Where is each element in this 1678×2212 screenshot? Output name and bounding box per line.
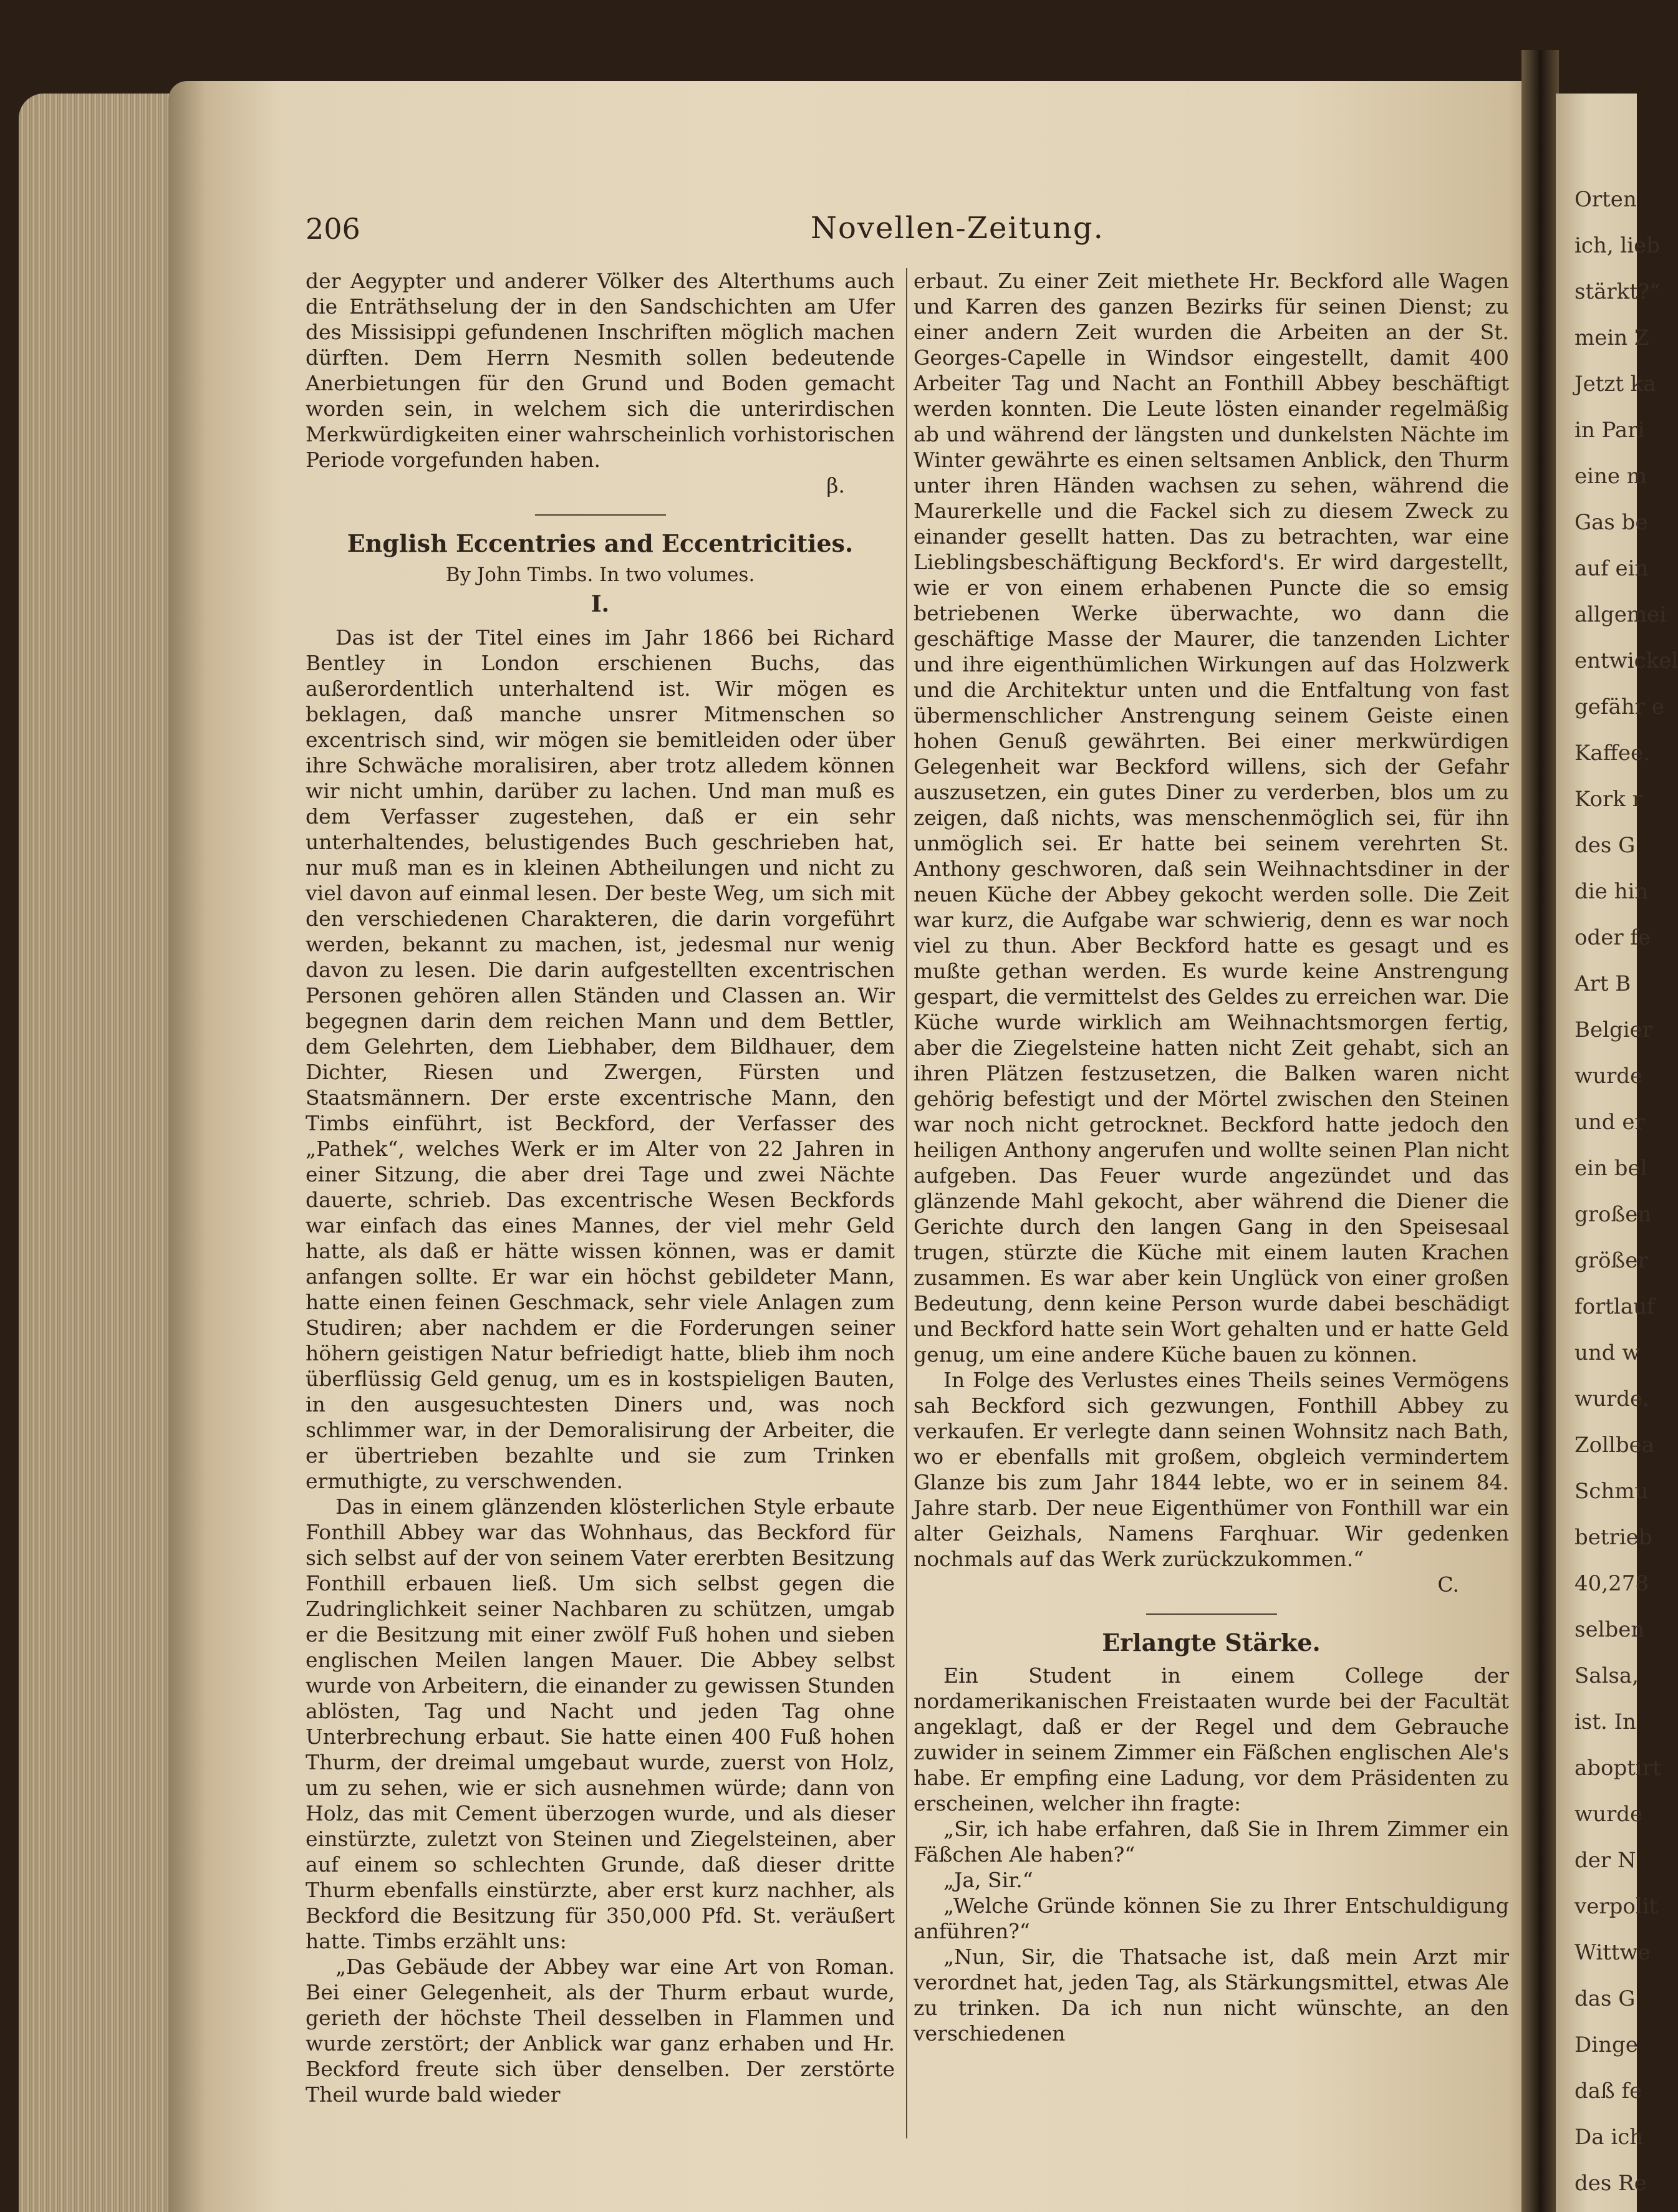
facing-page-text: ein bel [1574,1156,1647,1181]
facing-page-text: Orten [1574,187,1637,212]
facing-page-text: wurde [1574,1802,1643,1827]
facing-page-text: Belgier [1574,1017,1652,1042]
facing-page-text: ich, lieb [1574,233,1661,258]
book-gutter [1521,50,1559,2212]
running-head [306,212,1515,249]
article-section: I. [591,591,610,617]
facing-page-text: entwickel [1574,648,1678,673]
facing-page-text: wurde. [1574,1387,1649,1411]
facing-page-text: und w [1574,1340,1641,1365]
facing-page-text: verpolit [1574,1894,1658,1919]
facing-page-text: auf ein [1574,556,1649,581]
facing-page-text: Zollbea [1574,1433,1654,1458]
opening-signature: β. [826,473,845,498]
dialogue-line: „Sir, ich habe erfahren, daß Sie in Ihrem Zimmer ein Fäßchen Ale haben?“ [914,1817,1509,1867]
facing-page-text: Kaffee. [1574,741,1650,766]
facing-page-text: gefähr e [1574,695,1664,719]
facing-page-text: des Re [1574,2171,1647,2196]
facing-page-text: eine m [1574,464,1647,489]
facing-page-text: Salsa, [1574,1663,1639,1688]
section-rule [1146,1613,1277,1615]
facing-page-text: Kork r [1574,787,1642,812]
article-signature: C. [1437,1572,1459,1597]
facing-page-text: Wittwe [1574,1940,1651,1965]
facing-page-text: aboptirt [1574,1756,1661,1781]
page-edges [19,94,175,2212]
facing-page-text: Art B [1574,971,1631,996]
article-paragraph: „Das Gebäude der Abbey war eine Art von Roman. Bei einer Gelegenheit, als der Thurm erbaut wurde, gerieth der höchste Theil desselben in Flammen und wurde zerstört; der Anblick war ganz erhaben und Hr. Beckford freute sich über denselben. Der zerstörte Theil wurde bald wieder [306,1955,895,2107]
facing-page-text: und er [1574,1110,1645,1135]
dialogue-line: „Welche Gründe können Sie zu Ihrer Entschuldigung anführen?“ [914,1893,1509,1943]
dialogue-line: „Nun, Sir, die Thatsache ist, daß mein Arzt mir verordnet hat, jeden Tag, als Stärkungsmittel, etwas Ale zu trinken. Da ich nun nicht wünschte, an den verschiedenen [914,1945,1509,2046]
facing-page-text: Gas be [1574,510,1648,535]
facing-page-text: größer [1574,1248,1648,1273]
facing-page-text: in Pari [1574,418,1645,443]
story-intro: Ein Student in einem College der nordamerikanischen Freistaaten wurde bei der Facultät angeklagt, daß er der Regel und dem Gebrauche zuwider in seinem Zimmer ein Fäßchen englischen Ale's habe. Er empfing eine Ladung, vor dem Präsidenten zu erscheinen, welcher ihn fragte: [914,1663,1509,1815]
facing-page-text: selben [1574,1617,1645,1642]
facing-page-text: wurde [1574,1064,1643,1089]
article-paragraph: Das ist der Titel eines im Jahr 1866 bei Richard Bentley in London erschienen Buchs, das außerordentlich unterhaltend ist. Wir mögen es beklagen, daß manche unsrer Mitmenschen so excentrisch sind, wir mögen sie bemitleiden oder über ihre Schwäche moralisiren, aber trotz alledem können wir nicht umhin, darüber zu lachen. Und man muß es dem Verfasser zugestehen, daß er ein sehr unterhaltendes, belustigendes Buch geschrieben hat, nur muß man es in kleinen Abtheilungen und nicht zu viel davon auf einmal lesen. Der beste Weg, um sich mit den verschiedenen Charakteren, die darin vorgeführt werden, bekannt zu machen, ist, jedesmal nur wenig davon zu lesen. Die darin aufgestellten excentrischen Personen gehören allen Ständen und Classen an. Wir begegnen darin dem reichen Mann und dem Bettler, dem Gelehrten, dem Liebhaber, dem Bildhauer, dem Dichter, Riesen und Zwergen, Fürsten und Staatsmännern. Der erste excentrische Mann, den Timbs einführt, ist Beckford, der Verfasser des „Pathek“, welches Werk er im Alter von 22 Jahren in einer Sitzung, die aber drei Tage und zwei Nächte dauerte, schrieb. Das excentrische Wesen Beckfords war einfach das eines Mannes, der viel mehr Geld hatte, als daß er hätte wissen können, was er damit anfangen sollte. Er war ein höchst gebildeter Mann, hatte einen feinen Geschmack, sehr viele Anlagen zum Studiren; aber nachdem er die Forderungen seiner höhern geistigen Natur befriedigt hatte, blieb ihm noch überflüssig Geld genug, um es in kostspieligen Bauten, in den ausgesuchtesten Diners und, was noch schlimmer war, in der Demoralisirung der Arbeiter, die er übertrieben bezahlte und sie zum Trinken ermuthigte, zu verschwenden. [306,625,895,1493]
column-divider [906,268,907,2138]
facing-page-text: das G [1574,1986,1636,2011]
facing-page-text: ist. In [1574,1709,1636,1734]
facing-page-text: der N [1574,1848,1636,1873]
section-rule [535,514,666,516]
article-title: English Eccentries and Eccentricities. [347,529,854,557]
facing-page-text: stärkt?“ [1574,279,1661,304]
facing-page-text: mein Z [1574,325,1649,350]
article-paragraph: Das in einem glänzenden klösterlichen Style erbaute Fonthill Abbey war das Wohnhaus, das Beckford für sich selbst auf der von seinem Vater ererbten Besitzung Fonthill erbauen ließ. Um sich selbst gegen die Zudringlichkeit seiner Nachbaren zu schützen, umgab er die Besitzung mit einer zwölf Fuß hohen und sieben englischen Meilen langen Mauer. Die Abbey selbst wurde von Arbeitern, die einander zu gewissen Stunden ablösten, Tag und Nacht und jeden Tag ohne Unterbrechung erbaut. Sie hatte einen 400 Fuß hohen Thurm, der dreimal umgebaut wurde, zuerst von Holz, um zu sehen, wie er sich ausnehmen würde; dann von Holz, das mit Cement überzogen wurde, und als dieser einstürzte, zuletzt von Steinen und Ziegelsteinen, aber auf einem so schlechten Grunde, daß dieser dritte Thurm ebenfalls einstürzte, aber erst kurz nachher, als Beckford die Besitzung für 350,000 Pfd. St. veräußert hatte. Timbs erzählt uns: [306,1494,895,1953]
left-column [306,268,895,2107]
facing-page-text: Da ich [1574,2125,1644,2150]
facing-page-text: daß fe [1574,2079,1642,2104]
journal-title: Novellen-Zeitung. [811,211,1104,246]
facing-page-text: allgemei [1574,602,1667,627]
facing-page-text: fortlauf [1574,1294,1655,1319]
facing-page-text: 40,278 [1574,1571,1649,1596]
facing-page-text: betrieb [1574,1525,1652,1550]
facing-page-text: Jetzt ka [1574,372,1656,397]
story-title: Erlangte Stärke. [1102,1628,1321,1657]
facing-page-text: Dinge [1574,2032,1638,2057]
facing-page-text: die hin [1574,879,1649,904]
facing-page-text: Schmu [1574,1479,1649,1504]
dialogue-line: „Ja, Sir.“ [943,1868,1033,1892]
article-paragraph: erbaut. Zu einer Zeit miethete Hr. Beckford alle Wagen und Karren des ganzen Bezirks für seinen Dienst; zu einer andern Zeit wurden die Arbeiten an der St. Georges-Capelle in Windsor eingestellt, damit 400 Arbeiter Tag und Nacht an Fonthill Abbey beschäftigt werden konnten. Die Leute lösten einander regelmäßig ab und während der längsten und dunkelsten Nächte im Winter gewährte es einen seltsamen Anblick, den Thurm unter ihren Händen wachsen zu sehen, während die Maurerkelle und die Fackel sich zu diesem Zweck zu einander gesellt hatten. Das zu betrachten, war eine Lieblingsbeschäftigung Beckford's. Er wird dargestellt, wie er von einem erhabenen Puncte die so emsig betriebenen Werke überwachte, wo dann die geschäftige Masse der Maurer, die tanzenden Lichter und ihre eigenthümlichen Wirkungen auf das Holzwerk und die Architektur unten und die Entfaltung von fast übermenschlicher Anstrengung seinem Geiste einen hohen Genuß gewährten. Bei einer merkwürdigen Gelegenheit war Beckford willens, sich der Gefahr auszusetzen, ein gutes Diner zu verderben, blos um zu zeigen, daß nichts, was menschenmöglich sei, für ihn unmöglich sei. Er hatte bei seinem verehrten St. Anthony geschworen, daß sein Weihnachtsdiner in der neuen Küche der Abbey gekocht werden solle. Die Zeit war kurz, die Aufgabe war schwierig, denn es war noch viel zu thun. Aber Beckford hatte es gesagt und es mußte gethan werden. Es wurde keine Anstrengung gespart, die vermittelst des Geldes zu erreichen war. Die Küche wurde wirklich am Weihnachtsmorgen fertig, aber die Ziegelsteine hatten nicht Zeit gehabt, sich an ihren Plätzen festzusetzen, die Balken waren nicht gehörig befestigt und der Mörtel zwischen den Steinen war noch nicht getrocknet. Beckford hatte jedoch den heiligen Anthony angerufen und wollte seinen Plan nicht aufgeben. Das Feuer wurde angezündet und das glänzende Mahl gekocht, aber während die Diener die Gerichte durch den langen Gang in den Speisesaal trugen, stürzte die Küche mit einem lauten Krachen zusammen. Es war aber kein Unglück von einer großen Bedeutung, denn keine Person wurde dabei beschädigt und Beckford hatte sein Wort gehalten und er hatte Geld genug, um eine andere Küche bauen zu können. [914,269,1509,1367]
page-number: 206 [306,212,360,246]
opening-paragraph: der Aegypter und anderer Völker des Alterthums auch die Enträthselung der in den Sandschichten am Ufer des Missisippi gefundenen Inschriften möglich machen dürften. Dem Herrn Nesmith sollen bedeutende Anerbietungen für den Grund und Boden gemacht worden sein, in welchem sich die unterirdischen Merkwürdigkeiten einer wahrscheinlich vorhistorischen Periode vorgefunden haben. [306,269,895,472]
article-byline: By John Timbs. In two volumes. [445,564,755,586]
article-paragraph: In Folge des Verlustes eines Theils seines Vermögens sah Beckford sich gezwungen, Fonthill Abbey zu verkaufen. Er verlegte dann seinen Wohnsitz nach Bath, wo er ebenfalls mit großem, obgleich vermindertem Glanze bis zum Jahr 1844 lebte, wo er in seinem 84. Jahre starb. Der neue Eigenthümer von Fonthill war ein alter Geizhals, Namens Farqhuar. Wir gedenken nochmals auf das Werk zurückzukommen.“ [914,1368,1509,1571]
right-page-fragment [1556,94,1678,2212]
facing-page-text: des G [1574,833,1636,858]
facing-page-text: oder fe [1574,925,1651,950]
facing-page-text: großen [1574,1202,1652,1227]
right-column [914,268,1509,2046]
